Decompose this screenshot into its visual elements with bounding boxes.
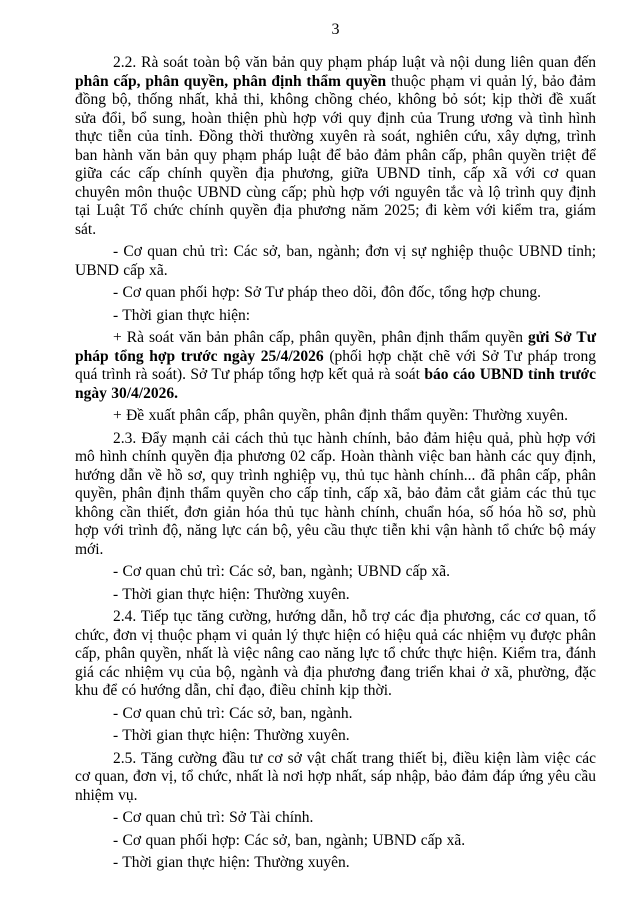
text-run: - Thời gian thực hiện: Thường xuyên. [113, 585, 350, 603]
text-run: (phối hợp chặt chẽ với Sở Tư pháp trong quá trình rà soát). Sở Tư pháp tổng hợp kết quả rà soát [75, 347, 596, 383]
text-run: - Cơ quan chủ trì: Các sở, ban, ngành; UBND cấp xã. [113, 563, 450, 580]
paragraph [75, 832, 596, 851]
paragraph [75, 608, 596, 701]
text-run: - Thời gian thực hiện: Thường xuyên. [113, 727, 350, 744]
text-run: 2.5. Tăng cường đầu tư cơ sở vật chất trang thiết bị, điều kiện làm việc các cơ quan, đơn vị, tổ chức, nhất là nơi hợp nhất, sáp nhập, bảo đảm đáp ứng yêu cầu nhiệm vụ. [75, 749, 596, 804]
text-run: - Cơ quan chủ trì: Các sở, ban, ngành; đơn vị sự nghiệp thuộc UBND tỉnh; UBND cấp xã. [75, 243, 596, 279]
bold-text-run: gửi Sở Tư pháp tổng hợp trước ngày 25/4/2026 [75, 329, 596, 365]
text-run: - Cơ quan phối hợp: Sở Tư pháp theo dõi, đôn đốc, tổng hợp chung. [113, 284, 542, 301]
paragraph [75, 243, 596, 280]
bold-text-run: báo cáo UBND tỉnh trước ngày 30/4/2026. [75, 366, 596, 402]
text-run: - Cơ quan phối hợp: Các sở, ban, ngành; UBND cấp xã. [113, 831, 466, 849]
text-run: 2.3. Đẩy mạnh cải cách thủ tục hành chính, bảo đảm hiệu quả, phù hợp với mô hình chính quyền địa phương 02 cấp. Hoàn thành việc ban hành các quy định, hướng dẫn về hồ sơ, quy trình nghiệp vụ, thủ tục hành chính... đã phân cấp, phân quyền, phân định thẩm quyền cho cấp tỉnh, cấp xã, bảo đảm cắt giảm các thủ tục không cần thiết, đơn giản hóa thủ tục hành chính, chuẩn hóa, số hóa hồ sơ, phù hợp với trình độ, năng lực cán bộ, yêu cầu thực tiễn khi vận hành tổ chức bộ máy mới. [75, 429, 596, 558]
bold-text-run: phân cấp, phân quyền, phân định thẩm quyền [75, 72, 387, 90]
text-run: - Thời gian thực hiện: Thường xuyên. [113, 854, 350, 871]
paragraph [75, 284, 596, 303]
document-body [75, 54, 596, 873]
paragraph [75, 430, 596, 560]
text-run: 2.4. Tiếp tục tăng cường, hướng dẫn, hỗ trợ các địa phương, các cơ quan, tổ chức, đơn vị thuộc phạm vi quản lý thực hiện có hiệu quả các nhiệm vụ được phân cấp, phân quyền, nhất là việc nâng cao năng lực tổ chức thực hiện. Kiểm tra, đánh giá các nhiệm vụ của bộ, ngành và địa phương đang triển khai ở xã, phường, đặc khu để có hướng dẫn, chỉ đạo, điều chỉnh kịp thời. [75, 608, 596, 699]
paragraph [75, 407, 596, 426]
paragraph [75, 750, 596, 806]
text-run: - Thời gian thực hiện: [113, 306, 251, 324]
text-run: + Đề xuất phân cấp, phân quyền, phân định thẩm quyền: Thường xuyên. [113, 407, 569, 424]
text-run: thuộc phạm vi quản lý, bảo đảm đồng bộ, thống nhất, khả thi, không chồng chéo, không bỏ sót; kịp thời đề xuất sửa đổi, bổ sung, hoàn thiện phù hợp với quy định của Trung ương và tình hình thực tiễn của tỉnh. Đồng thời thường xuyên rà soát, nghiên cứu, xây dựng, trình ban hành văn bản quy phạm pháp luật để bảo đảm phân cấp, phân quyền triệt để giữa các cấp chính quyền địa phương, giữa UBND tỉnh, cấp xã với cơ quan chuyên môn thuộc UBND cùng cấp; phù hợp với nguyên tắc và lộ trình quy định tại Luật Tổ chức chính quyền địa phương năm 2025; đi kèm với kiểm tra, giám sát. [75, 72, 596, 238]
text-run: - Cơ quan chủ trì: Các sở, ban, ngành. [113, 704, 353, 722]
page-number: 3 [331, 21, 340, 38]
text-run: - Cơ quan chủ trì: Sở Tài chính. [113, 809, 314, 826]
text-run: + Rà soát văn bản phân cấp, phân quyền, phân định thẩm quyền [113, 329, 529, 346]
paragraph [75, 307, 596, 326]
paragraph [75, 563, 596, 582]
paragraph [75, 727, 596, 746]
paragraph [75, 329, 596, 403]
text-run: 2.2. Rà soát toàn bộ văn bản quy phạm pháp luật và nội dung liên quan đến [113, 54, 596, 71]
paragraph [75, 854, 596, 873]
paragraph [75, 809, 596, 828]
paragraph [75, 586, 596, 605]
paragraph [75, 54, 596, 239]
paragraph [75, 705, 596, 724]
